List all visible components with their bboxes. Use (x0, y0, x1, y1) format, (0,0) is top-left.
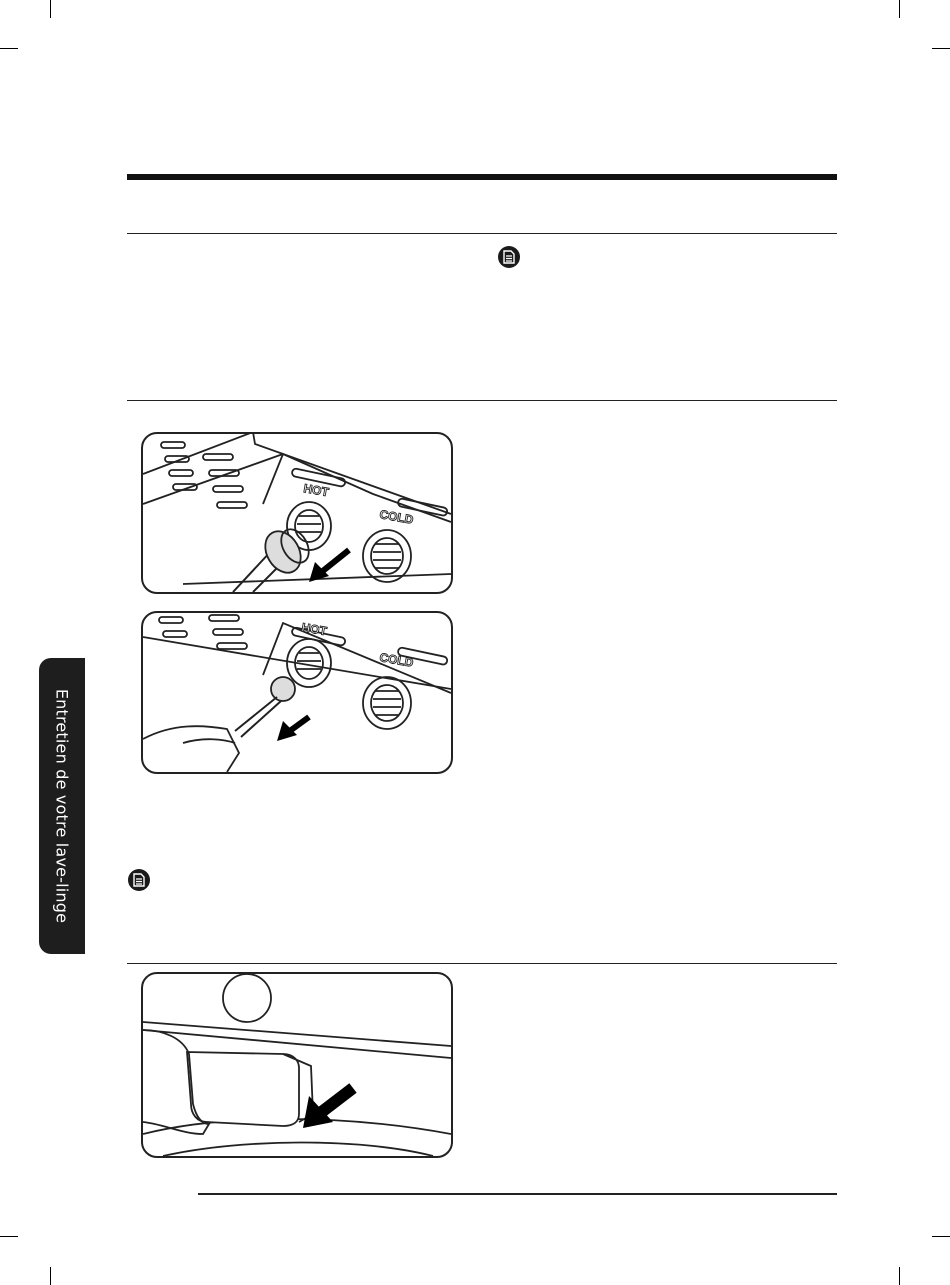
footer-rule (198, 1193, 837, 1195)
crop-mark (899, 1267, 900, 1285)
crop-mark (932, 48, 950, 49)
section-tab-label: Entretien de votre lave-linge (52, 688, 72, 924)
cold-label: COLD (378, 507, 415, 527)
crop-mark (50, 1267, 51, 1285)
arrow-icon (303, 1088, 353, 1128)
header-rule (127, 174, 837, 180)
hot-label: HOT (300, 620, 328, 639)
crop-mark (0, 48, 18, 49)
arrow-icon (277, 717, 309, 741)
figure-dispenser-drawer (141, 972, 453, 1158)
figure-hose-disconnect (141, 432, 453, 594)
crop-mark (932, 1236, 950, 1237)
cold-label: COLD (378, 650, 415, 670)
note-icon (498, 246, 520, 268)
hot-label: HOT (302, 481, 330, 500)
crop-mark (50, 0, 51, 18)
crop-mark (0, 1236, 18, 1237)
note-icon (128, 869, 150, 891)
section-divider (127, 963, 837, 964)
section-divider (127, 233, 837, 234)
crop-mark (899, 0, 900, 18)
figure-filter-removal (141, 611, 453, 774)
section-divider (127, 400, 837, 401)
